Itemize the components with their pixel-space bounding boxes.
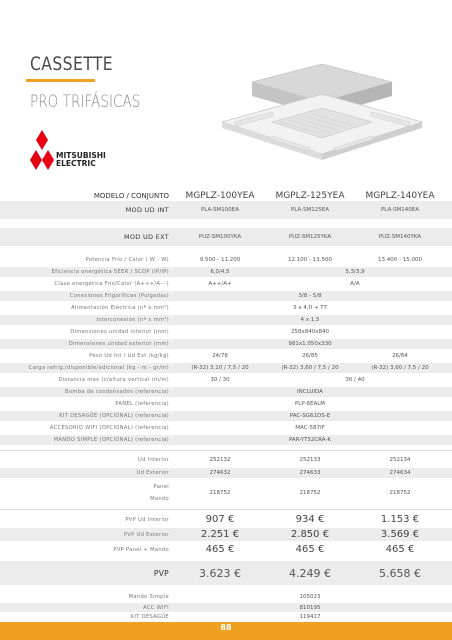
spec-value: 6,0/4,5 [210,269,230,275]
pvp-value: 5.658 € [379,566,421,580]
pvp-value: 4.249 € [289,566,331,580]
spec-label: Conexiones Frigoríficas (Pulgadas) [69,293,169,299]
spec-row [0,351,452,361]
spec-value: MAC-587IF [295,425,325,431]
price-label: PVP Ud Interior [125,516,169,523]
spec-value: 981x1.050x330 [288,341,332,347]
code-value: 252134 [389,457,411,463]
accessory-value: 810195 [299,604,321,611]
spec-label: Peso Ud Int / Ud Ext (kg/kg) [89,353,169,359]
spec-value: 13.400 - 15.000 [378,257,422,263]
spec-value: PAC-SG61DS-E [289,413,331,419]
spec-label: Carga refrig./disponible/adicional (kg - m - gr/m) [28,365,169,371]
spec-value: 4 x 1,5 [300,317,320,323]
ud-int-3: PLA-SM140EA [380,207,420,213]
code-value: 252133 [299,457,321,463]
pvp-total-row [0,561,452,585]
spec-value: PLP-6EALM [294,401,326,407]
price-label: PVP Panel + Mando [113,546,169,553]
accessory-label: Mando Simple [128,593,169,600]
spec-row [0,339,452,349]
model-1: MGPLZ-100YEA [185,191,255,201]
spec-label: Bomba de condensados (referencia) [65,389,169,395]
ud-ext-2: PUZ-SM125YKA [288,234,332,240]
accessory-label: ACC WIFI [143,604,169,611]
ud-ext-1: PUZ-SM100YKA [198,234,242,240]
code-value: 218752 [389,490,411,496]
ud-ext-3: PUZ-SM140YKA [378,234,422,240]
code-value: 274633 [299,470,321,476]
accessory-row [0,612,452,621]
ud-ext-label: MOD UD EXT [123,233,169,241]
ud-int-label: MOD UD INT [125,206,169,214]
ud-int-2: PLA-SM125EA [290,207,330,213]
code-value: 218752 [299,490,321,496]
mando-label: Mando [150,496,169,502]
price-value: 2.850 € [290,529,330,540]
accessory-row [0,603,452,612]
spec-value: 30 / 40 [345,377,365,383]
spec-label: Dimensiones unidad interior (mm) [70,329,169,335]
code-value: 218752 [209,490,231,496]
spec-value: A++/A+ [208,281,232,287]
accessory-label: KIT DESAGÜE [130,613,169,620]
spec-row [0,303,452,313]
spec-row [0,375,452,385]
price-row [0,543,452,556]
model-2: MGPLZ-125YEA [275,191,345,201]
spec-row [0,315,452,325]
spec-label: Alimentación Eléctrica (nº x mm²) [71,305,169,311]
ud-ext-row [0,228,452,246]
spec-row [0,291,452,301]
spec-value: PAR-YT52CRA-K [288,437,332,443]
price-value: 3.569 € [380,529,420,540]
spec-row [0,423,452,433]
spec-row [0,363,452,373]
spec-value: 5,3/3,9 [345,269,365,275]
panel-label: Panel [153,484,169,490]
spec-row [0,399,452,409]
code-row [0,468,452,478]
spec-value: 3 x 4,0 + TT [293,305,327,311]
spec-value: (R-32) 3,60 / 7,5 / 20 [371,365,429,371]
spec-label: Interconexión (nº x mm²) [96,317,169,323]
spec-value: 30 / 30 [210,377,230,383]
brand-name: MITSUBISHI ELECTRIC [56,151,106,168]
accessory-row [0,592,452,601]
spec-value: 258x840x840 [290,329,329,335]
spec-value: INCLUIDA [297,389,323,395]
spec-row [0,387,452,397]
spec-value: (R-32) 3,60 / 7,5 / 20 [281,365,339,371]
price-row [0,513,452,526]
spec-label: ACCESORIO WIFI (OPCIONAL) (referencia) [49,425,169,431]
pvp-value: 3.623 € [199,566,241,580]
price-value: 907 € [205,514,235,525]
page-number: 88 [220,623,232,632]
code-label [0,481,175,505]
code-row [0,455,452,465]
accessory-value: 119417 [299,613,321,620]
spec-value: 3/8 - 5/8 [298,293,322,299]
ud-int-row [0,201,452,219]
model-3: MGPLZ-140YEA [365,191,435,201]
code-row [0,482,452,504]
code-label: Ud Exterior [136,470,169,476]
code-value: 274634 [389,470,411,476]
ud-int-1: PLA-SM100EA [200,207,240,213]
spec-value: 12.100 - 13.500 [288,257,332,263]
spec-label: Eficiencia energética SEER / SCOP (IP/IP) [51,269,169,275]
cassette-unit-image [212,64,432,179]
spec-value: (R-32) 3,10 / 7,5 / 20 [191,365,249,371]
accessory-value: 105023 [299,593,321,600]
spec-row [0,411,452,421]
spec-label: PANEL (referencia) [115,401,169,407]
code-value: 252132 [209,457,231,463]
page-title: CASSETTE [30,53,114,75]
price-row [0,528,452,541]
price-value: 465 € [205,544,235,555]
model-header-label: MODELO / CONJUNTO [93,192,169,200]
price-value: 934 € [295,514,325,525]
spec-row [0,267,452,277]
spec-label: KIT DESAGÜE (OPCIONAL) (referencia) [59,413,169,419]
spec-label: Dimensiones unidad exterior (mm) [68,341,169,347]
page-subtitle: PRO TRIFÁSICAS [30,92,141,112]
price-label: PVP Ud Exterior [123,531,169,538]
spec-row [0,327,452,337]
code-value: 274632 [209,470,231,476]
spec-value: 9.500 - 11.200 [199,257,241,263]
divider [0,509,452,510]
code-label: Ud Interior [138,457,169,463]
price-value: 465 € [295,544,325,555]
divider [0,450,452,451]
spec-label: MANDO SIMPLE (OPCIONAL) (referencia) [53,437,169,443]
spec-label: Distancia max (c/altura vertical (m/m) [58,377,169,383]
price-value: 465 € [385,544,415,555]
spec-row [0,435,452,445]
title-underline [26,79,95,82]
spec-value: 26/85 [302,353,318,359]
spec-value: 24/78 [212,353,228,359]
price-value: 2.251 € [200,529,240,540]
spec-row [0,279,452,289]
spec-row [0,255,452,265]
spec-label: Potencia Frío / Calor ( W - W) [85,257,169,263]
spec-value: A/A [350,281,360,287]
pvp-label: PVP [153,568,169,578]
spec-value: 26/84 [392,353,408,359]
spec-label: Clase energética Frío/Calor (A+++/A---) [54,281,169,287]
price-value: 1.153 € [380,514,420,525]
